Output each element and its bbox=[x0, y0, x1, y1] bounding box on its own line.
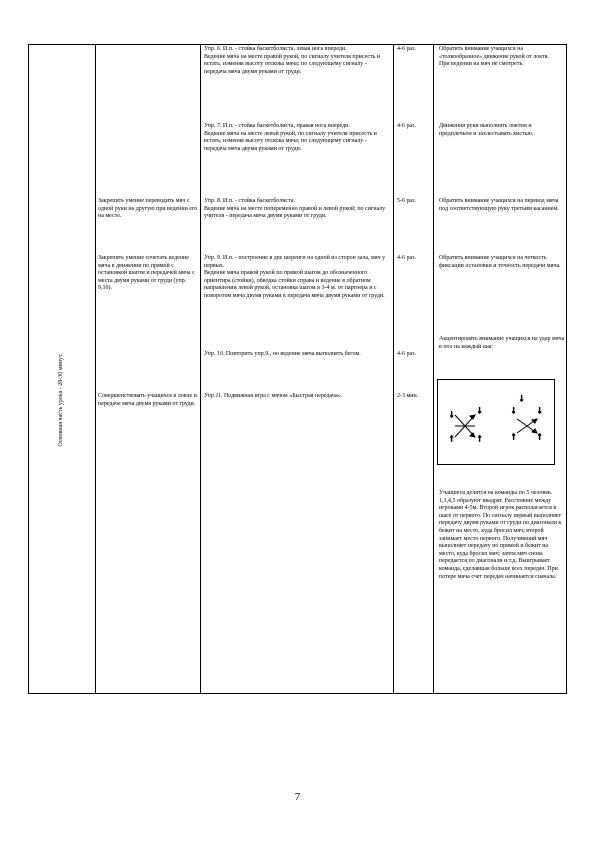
exercise-cell bbox=[204, 351, 388, 359]
notes-cell: Обратить внимание учащихся на четкость фиксации остановки и точность передачи мяча. bbox=[439, 255, 561, 269]
dosage-cell: 4-6 раз. bbox=[397, 123, 417, 129]
dosage-cell: 4-6 раз. bbox=[397, 46, 417, 52]
notes-cell: Обратить внимание учащихся на перевод мяча под соответствующую руку третьим касанием. bbox=[439, 198, 559, 212]
exercise-label: Упр. 6. bbox=[204, 46, 222, 52]
player-marker: ↑ bbox=[449, 433, 454, 444]
player-marker: ↓ bbox=[537, 405, 542, 416]
game-diagram bbox=[437, 379, 555, 465]
column-divider bbox=[393, 44, 394, 694]
exercise-text: И.п. - стойка баскетболиста, левая нога впереди. Ведение мяча на месте правой рукой, по сигналу учителя присесть и встать, изменяя высоту отскока мяча; по следующему сигналу - передача мяча двумя руками от груди. bbox=[204, 46, 381, 75]
player-marker: ↑ bbox=[537, 431, 542, 442]
player-marker: ↑ bbox=[511, 431, 516, 442]
dosage-cell: 5-6 раз. bbox=[397, 198, 417, 204]
exercise-label: Упр. 9. bbox=[204, 255, 222, 261]
page-number: 7 bbox=[294, 791, 301, 803]
player-marker: ↓ bbox=[477, 405, 482, 416]
table-right-border bbox=[566, 44, 567, 694]
notes-cell: Акцентировать внимание учащихся на удар мяча в пол на каждый шаг. bbox=[439, 336, 565, 350]
exercise-label: Упр. 7. bbox=[204, 123, 222, 129]
column-divider bbox=[433, 44, 434, 694]
table-bottom-border bbox=[28, 693, 567, 694]
exercise-cell bbox=[204, 255, 388, 301]
exercise-cell bbox=[204, 198, 388, 221]
exercise-label: Упр.11. bbox=[204, 393, 223, 399]
dosage-cell: 4-6 раз. bbox=[397, 255, 417, 261]
exercise-cell bbox=[204, 393, 388, 401]
section-label: Основная часть урока - 28-30 минут. bbox=[58, 353, 64, 447]
dosage-cell: 4-6 раз. bbox=[397, 351, 417, 357]
player-marker: ↑ bbox=[477, 433, 482, 444]
notes-cell: Движения руки выполнять локтем и предплечьем и захлестывать кистью. bbox=[439, 123, 534, 137]
exercise-label: Упр. 10. bbox=[204, 351, 225, 357]
exercise-text: Подвижная игра с мячом «Быстрая передача». bbox=[222, 393, 343, 399]
exercise-cell bbox=[204, 123, 388, 153]
column-divider bbox=[95, 44, 96, 694]
exercise-text: И.п. - построение в две шеренги на одной из сторон зала, мяч у первых. Ведение мяча правой рукой по прямой шагом до обозначенного ориентира (стойки), обводка стойки справа и ведение в обратном направлении левой рукой, остановка шагом в 3-4 м. от партнера и с поворотом мяча двумя руками к передача мяча двумя руками от груди. bbox=[204, 255, 386, 299]
section-label-cell bbox=[28, 44, 95, 694]
exercise-text: Повторить упр.9., но ведение мяча выполнять бегом. bbox=[224, 351, 361, 357]
exercise-text: И.п. - стойка баскетболиста. Ведение мяча на месте попеременно правой и левой рукой; по сигналу учителя - передача мяча двумя руками от груди. bbox=[204, 198, 386, 220]
column-divider bbox=[200, 44, 201, 694]
diagram-frame bbox=[438, 380, 555, 465]
exercise-label: Упр. 8. bbox=[204, 198, 222, 204]
table-top-border bbox=[28, 44, 567, 45]
player-marker: ↓ bbox=[449, 409, 454, 420]
exercise-text: И.п. - стойка баскетболиста, правая нога впереди. Ведение мяча на месте левой рукой, по сигналу учителя присесть и встать, изменяя высоту отскока мяча; по следующему сигналу - передача мяча двумя руками от груди. bbox=[204, 123, 377, 152]
notes-cell: Обратить внимание учащихся на «толкообразное» движение рукой от локтя. При ведении на мяч не смотреть. bbox=[439, 46, 549, 68]
notes-cell: Учащиеся делятся на команды по 5 человек. 1,3,4,5 образуют квадрат. Расстояние между игроками 4-5м. Второй игрок располагается в шаге от первого. По сигналу первый выполняет передачу двумя руками от груди по диагонали к бежит на место, куда бросил мяч; второй занимает место первого. Получивший мяч выполняет передачу по прямой и бежит на место, куда бросил мяч; затем мяч снова передается по диагонали и т.д. Выигрывает команда, сделавшая больше всех передач. При потере мяча счет передач начинается сначала. bbox=[439, 490, 562, 580]
exercise-cell bbox=[204, 46, 388, 76]
player-marker: ↓ bbox=[519, 393, 524, 404]
dosage-cell: 2-3 мин. bbox=[397, 393, 419, 399]
player-marker: ↓ bbox=[511, 405, 516, 416]
objective-cell: Закрепить умение сочетать ведение мяча в движении по прямой с остановкой шагом и передачей мяча с места двумя руками от груди (упр. 9,10). bbox=[98, 255, 195, 292]
objective-cell: Закрепить умение переводить мяч с одной руки на другую при ведении его на месте. bbox=[98, 198, 198, 220]
objective-cell: Совершенствовать учащихся в ловле и передаче мяча двумя руками от груди. bbox=[98, 393, 197, 407]
